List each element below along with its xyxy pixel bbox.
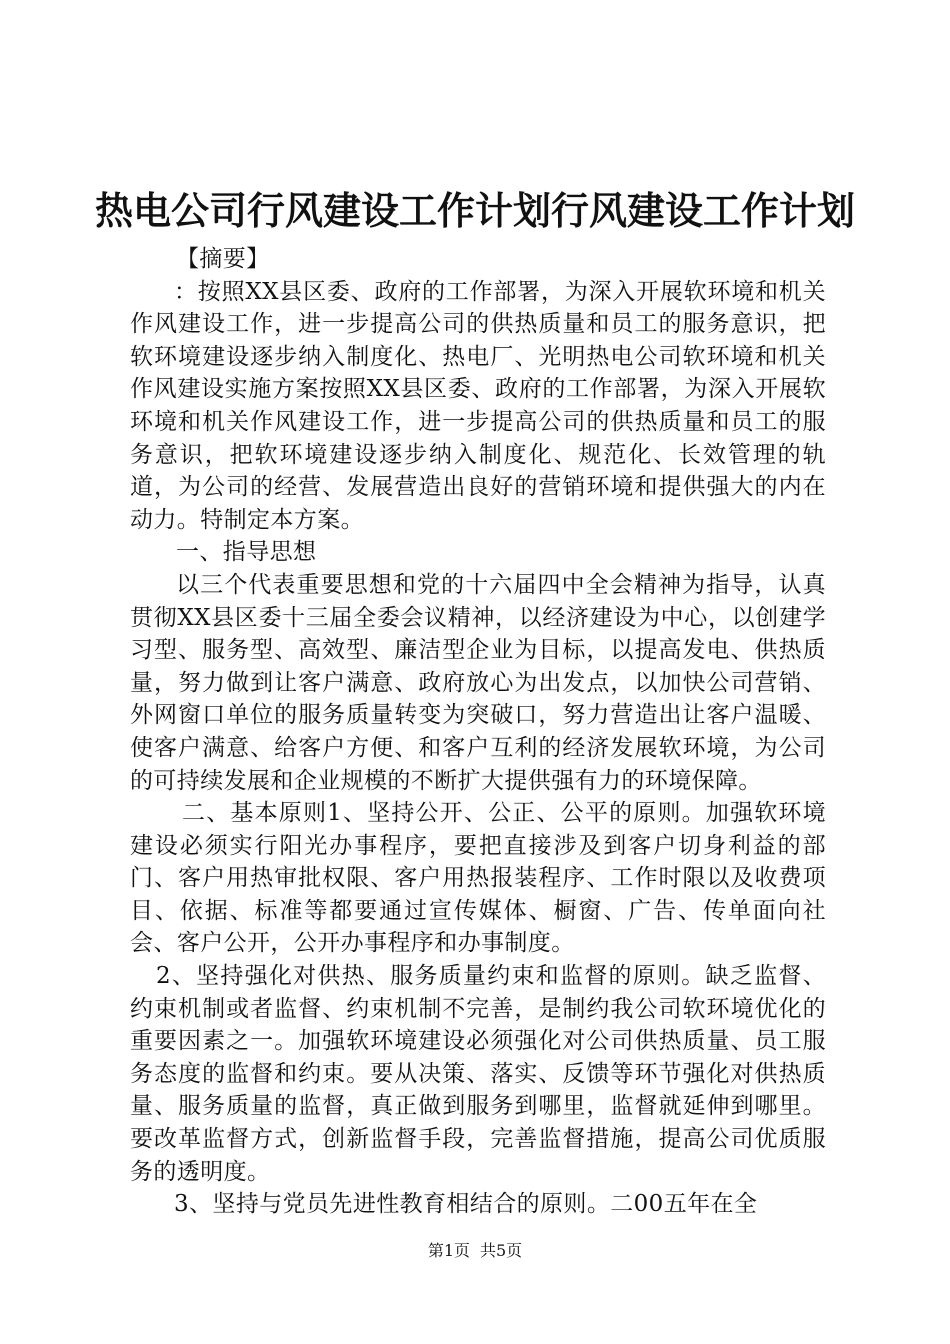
section-heading-guiding-thought: 一、指导思想 <box>176 539 317 566</box>
guiding-thought-paragraph: 以三个代表重要思想和党的十六届四中全会精神为指导，认真贯彻XX县区委十三届全委会议精神，以经济建设为中心，以创建学习型、服务型、高效型、廉洁型企业为目标，以提高发电、供热质量，努力做到让客户满意、政府放心为出发点，以加快公司营销、外网窗口单位的服务质量转变为突破口，努力营造出让客户温暖、使客户满意、给客户方便、和客户互利的经济发展软环境，为公司的可持续发展和企业规模的不断扩大提供强有力的环境保障。 <box>130 571 826 794</box>
document-body <box>130 243 826 1221</box>
page-number: 第1页 <box>427 1241 470 1260</box>
page-total: 共5页 <box>480 1241 523 1260</box>
principle-2-paragraph: 2、坚持强化对供热、服务质量约束和监督的原则。缺乏监督、约束机制或者监督、约束机制不完善，是制约我公司软环境优化的重要因素之一。加强软环境建设必须强化对公司供热质量、员工服务态度的监督和约束。要从决策、落实、反馈等环节强化对供热质量、服务质量的监督，真正做到服务到哪里，监督就延伸到哪里。要改革监督方式，创新监督手段，完善监督措施，提高公司优质服务的透明度。 <box>130 963 826 1185</box>
abstract-paragraph: ：按照XX县区委、政府的工作部署，为深入开展软环境和机关作风建设工作，进一步提高公司的供热质量和员工的服务意识，把软环境建设逐步纳入制度化、热电厂、光明热电公司软环境和机关作风建设实施方案按照XX县区委、政府的工作部署，为深入开展软环境和机关作风建设工作，进一步提高公司的供热质量和员工的服务意识，把软环境建设逐步纳入制度化、规范化、长效管理的轨道，为公司的经营、发展营造出良好的营销环境和提供强大的内在动力。特制定本方案。 <box>130 278 826 533</box>
document-title: 热电公司行风建设工作计划行风建设工作计划 <box>94 188 855 233</box>
page-footer <box>0 1240 950 1262</box>
principle-3-paragraph: 3、坚持与党员先进性教育相结合的原则。二00五年在全 <box>174 1191 758 1218</box>
abstract-heading: 【摘要】 <box>176 246 270 272</box>
basic-principles-paragraph: 二、基本原则1、坚持公开、公正、公平的原则。加强软环境建设必须实行阳光办事程序，要把直接涉及到客户切身利益的部门、客户用热审批权限、客户用热报装程序、工作时限以及收费项目、依据、标准等都要通过宣传媒体、橱窗、广告、传单面向社会、客户公开，公开办事程序和办事制度。 <box>130 800 826 957</box>
